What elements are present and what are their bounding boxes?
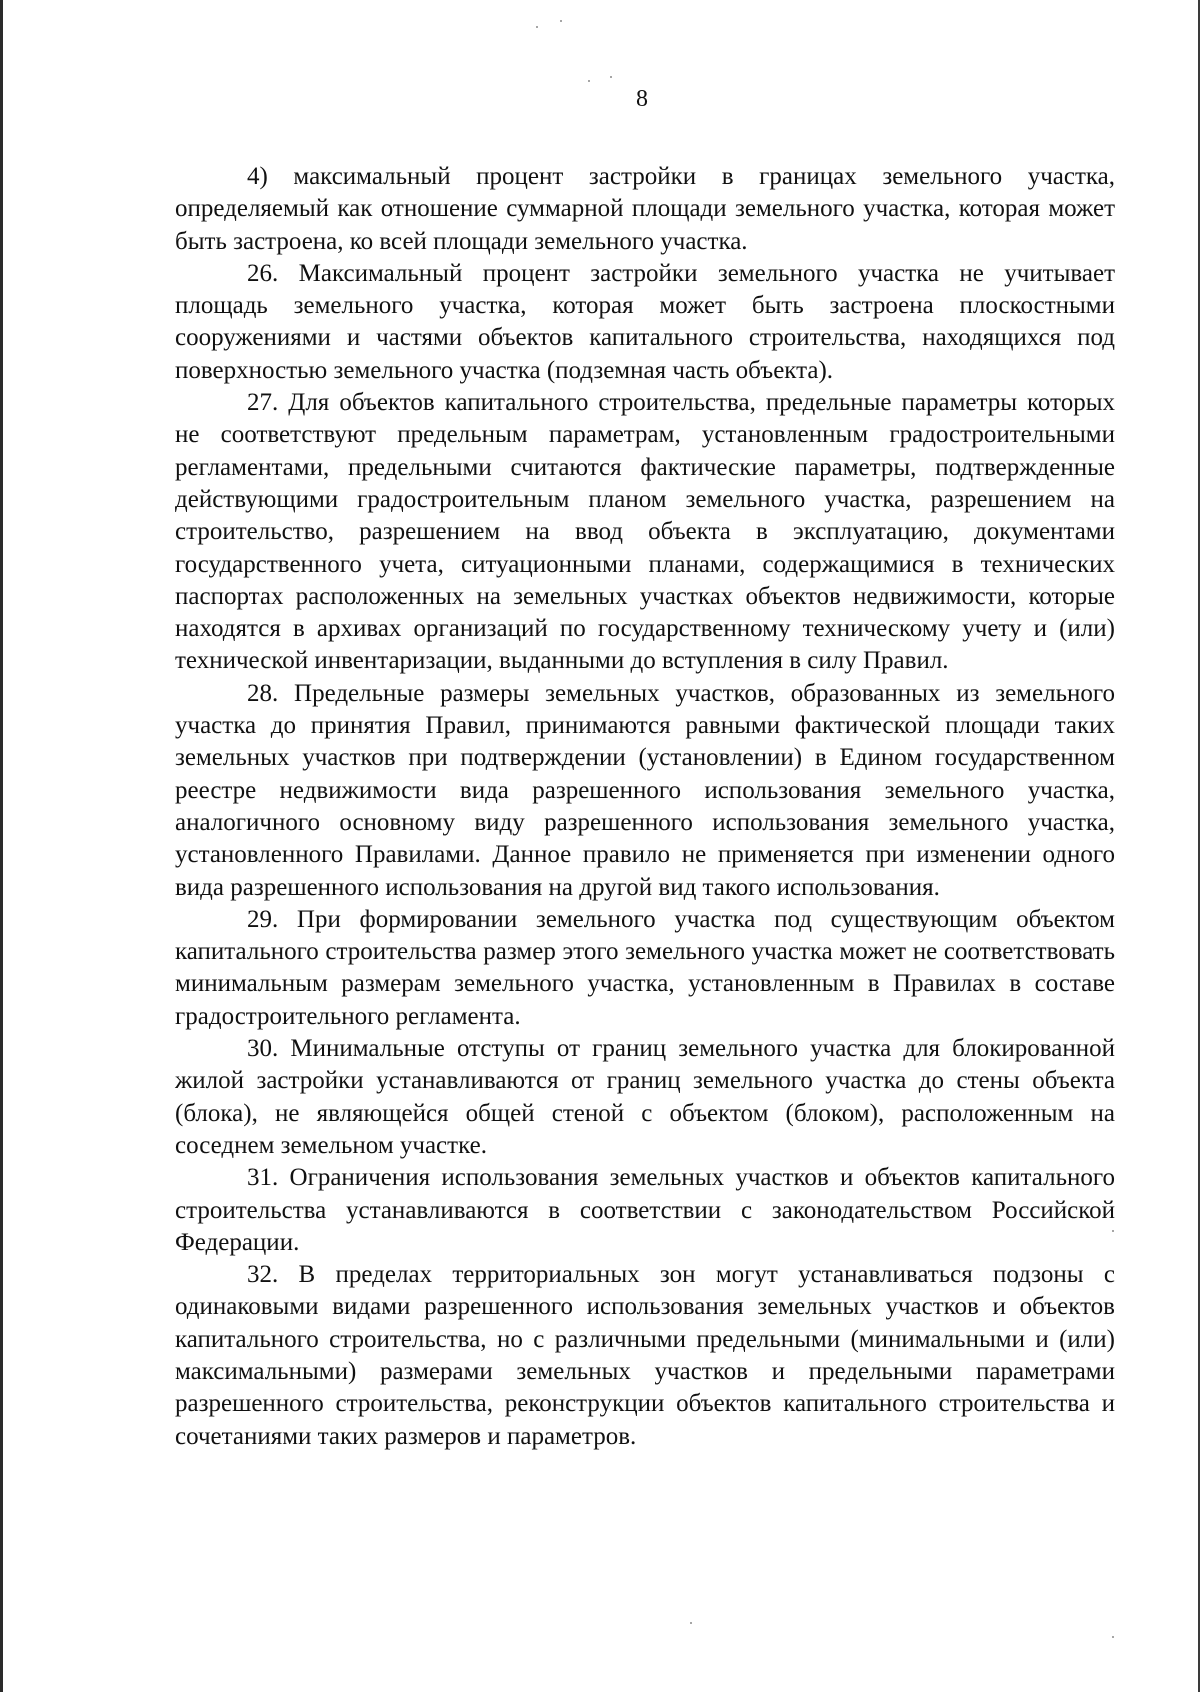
paragraph-26: 26. Максимальный процент застройки земельного участка не учитывает площадь земельного участка, которая может быть застроена плоскостными сооружениями и частями объектов капитального строительства, находящихся под поверхностью земельного участка (подземная часть объекта). <box>175 259 1115 384</box>
paragraph-28: 28. Предельные размеры земельных участков, образованных из земельного участка до принятия Правил, принимаются равными фактической площади таких земельных участков при подтверждении (установлении) в Едином государственном реестре недвижимости вида разрешенного использования земельного участка, аналогичного основному виду разрешенного использования земельного участка, установленного Правилами. Данное правило не применяется при изменении одного вида разрешенного использования на другой вид такого использования. <box>175 679 1115 901</box>
paragraph-27: 27. Для объектов капитального строительства, предельные параметры которых не соответствуют предельным параметрам, установленным градостроительными регламентами, предельными считаются фактические параметры, подтвержденные действующими градостроительным планом земельного участка, разрешением на строительство, разрешением на ввод объекта в эксплуатацию, документами государственного учета, ситуационными планами, содержащимися в технических паспортах расположенных на земельных участках объектов недвижимости, которые находятся в архивах организаций по государственному техническому учету и (или) технической инвентаризации, выданными до вступления в силу Правил. <box>175 389 1115 675</box>
scan-speck <box>610 76 612 78</box>
paragraph-item-4: 4) максимальный процент застройки в границах земельного участка, определяемый как отношение суммарной площади земельного участка, которая может быть застроена, ко всей площади земельного участка. <box>175 163 1115 255</box>
scan-speck <box>690 1622 692 1624</box>
page-number: 8 <box>636 86 648 112</box>
document-body <box>175 161 1115 1453</box>
paragraph-29: 29. При формировании земельного участка под существующим объектом капитального строительства размер этого земельного участка может не соответствовать минимальным размерам земельного участка, установленным в Правилах в составе градостроительного регламента. <box>175 905 1115 1030</box>
scan-speck <box>536 26 538 28</box>
scan-speck <box>588 80 590 82</box>
paragraph-31: 31. Ограничения использования земельных участков и объектов капитального строительства устанавливаются в соответствии с законодательством Российской Федерации. <box>175 1164 1115 1256</box>
paragraph-32: 32. В пределах территориальных зон могут устанавливаться подзоны с одинаковыми видами разрешенного использования земельных участков и объектов капитального строительства, но с различными предельными (минимальными и (или) максимальными) размерами земельных участков и предельными параметрами разрешенного строительства, реконструкции объектов капитального строительства и сочетаниями таких размеров и параметров. <box>175 1261 1115 1450</box>
scan-speck <box>1112 1636 1114 1638</box>
scan-edge-left <box>0 0 3 1692</box>
paragraph-30: 30. Минимальные отступы от границ земельного участка для блокированной жилой застройки устанавливаются от границ земельного участка до стены объекта (блока), не являющейся общей стеной с объектом (блоком), расположенным на соседнем земельном участке. <box>175 1035 1115 1159</box>
scan-speck <box>560 20 562 22</box>
